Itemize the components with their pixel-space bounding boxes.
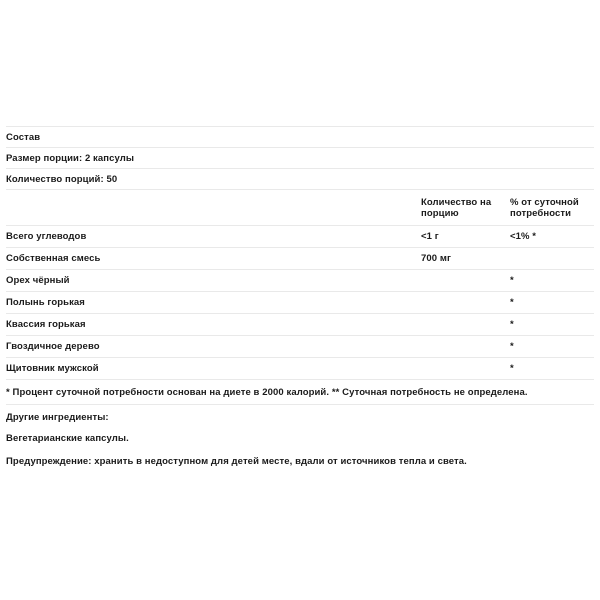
nutrient-amount [421,270,510,292]
table-row [6,336,594,358]
nutrient-name: Собственная смесь [6,248,421,270]
servings-per-container-text: Количество порций: 50 [6,169,421,190]
nutrient-amount: 700 мг [421,248,510,270]
table-row [6,358,594,380]
table-row [6,270,594,292]
nutrient-daily-value: <1% * [510,226,594,248]
nutrient-daily-value: * [510,314,594,336]
table-row [6,248,594,270]
nutrient-amount: <1 г [421,226,510,248]
nutrient-name: Гвоздичное дерево [6,336,421,358]
supplement-facts-title: Состав [6,127,421,148]
table-row-servings-per-container [6,169,594,190]
serving-size-amount-spacer [421,148,510,169]
servings-amount-spacer [421,169,510,190]
table-header-row [6,190,594,226]
nutrient-amount [421,358,510,380]
servings-dv-spacer [510,169,594,190]
nutrient-name: Щитовник мужской [6,358,421,380]
table-row-footnote [6,380,594,405]
serving-size-text: Размер порции: 2 капсулы [6,148,421,169]
other-ingredients-value: Вегетарианские капсулы. [6,433,129,444]
supplement-facts-table [6,126,594,405]
nutrient-name: Орех чёрный [6,270,421,292]
table-row-title [6,127,594,148]
nutrient-amount [421,336,510,358]
title-row-dv-spacer [510,127,594,148]
daily-value-footnote: * Процент суточной потребности основан на диете в 2000 калорий. ** Суточная потребность не определена. [6,380,594,405]
table-row [6,226,594,248]
warning-text: Предупреждение: хранить в недоступном для детей месте, вдали от источников тепла и света. [6,456,467,467]
column-header-amount-per-serving-label: Количество на порцию [421,196,492,219]
column-header-percent-daily-value [510,190,594,226]
nutrient-daily-value: * [510,270,594,292]
nutrient-amount [421,314,510,336]
nutrient-name: Квассия горькая [6,314,421,336]
nutrient-name: Полынь горькая [6,292,421,314]
table-row [6,292,594,314]
nutrient-daily-value: * [510,358,594,380]
nutrient-daily-value [510,248,594,270]
table-row-serving-size [6,148,594,169]
other-ingredients-label: Другие ингредиенты: [6,412,109,423]
table-row [6,314,594,336]
column-header-name [6,190,421,226]
title-row-amount-spacer [421,127,510,148]
nutrient-daily-value: * [510,292,594,314]
serving-size-dv-spacer [510,148,594,169]
nutrient-name: Всего углеводов [6,226,421,248]
nutrient-amount [421,292,510,314]
nutrient-daily-value: * [510,336,594,358]
column-header-amount-per-serving [421,190,510,226]
column-header-percent-daily-value-label: % от суточной потребности [510,196,579,219]
supplement-facts-table-body [6,127,594,405]
